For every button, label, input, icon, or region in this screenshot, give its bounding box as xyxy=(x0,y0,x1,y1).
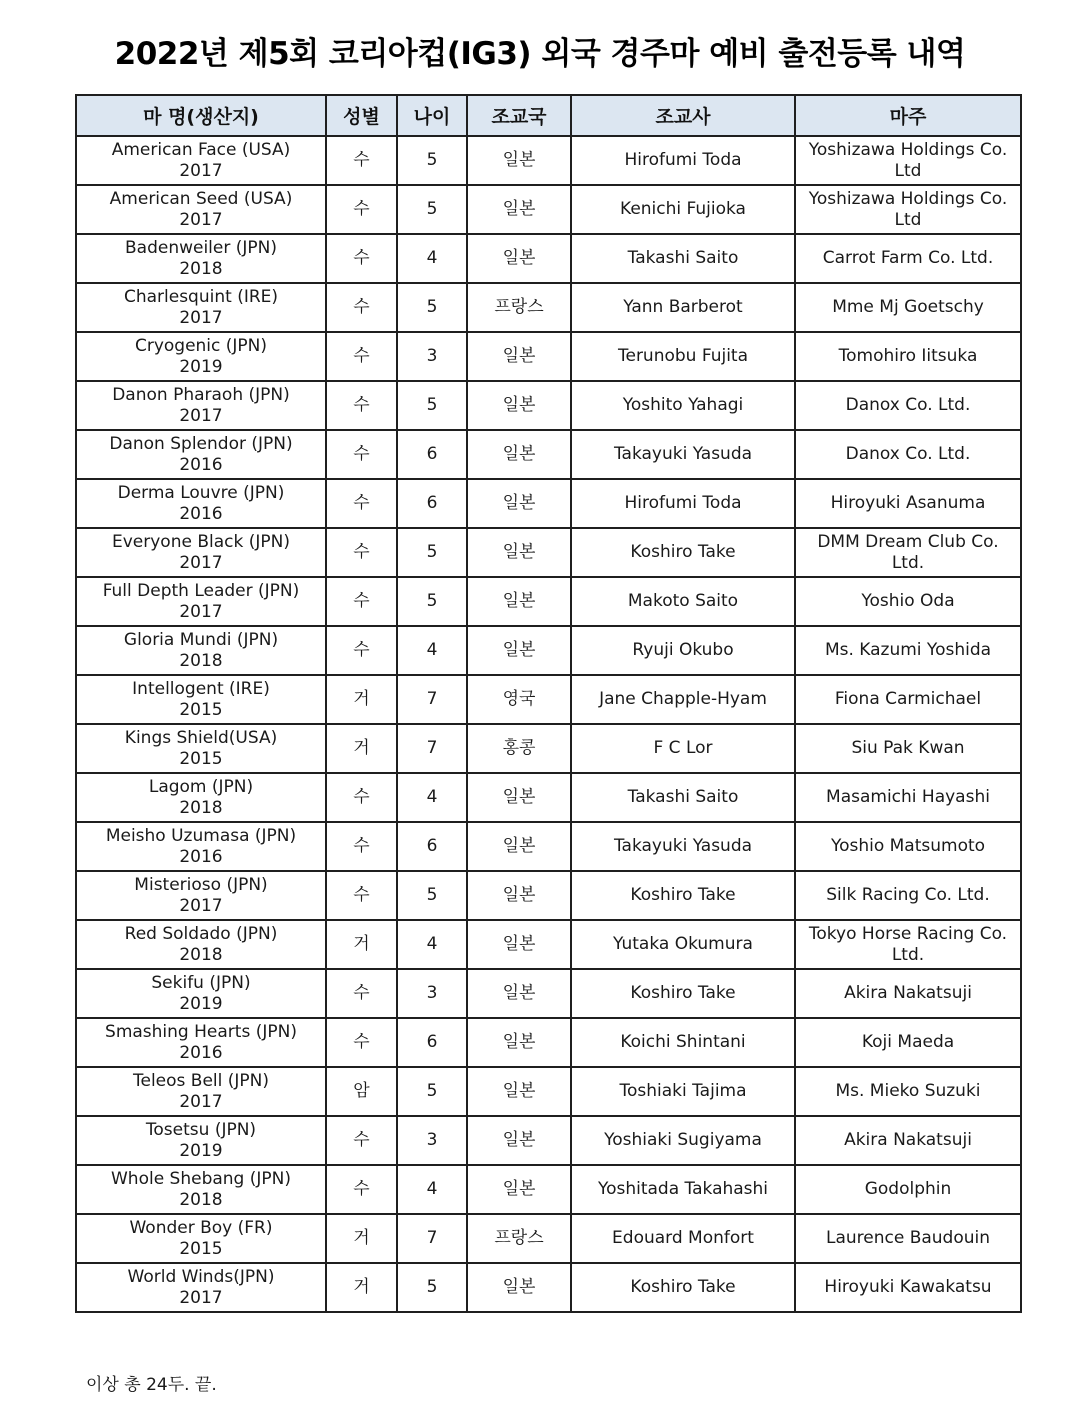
cell-sex: 암 xyxy=(326,1067,397,1116)
cell-trainer: Kenichi Fujioka xyxy=(571,185,795,234)
cell-horse-name xyxy=(76,871,326,920)
cell-owner xyxy=(795,479,1021,528)
cell-training-country: 프랑스 xyxy=(467,283,571,332)
cell-training-country: 일본 xyxy=(467,1018,571,1067)
horse-name: World Winds(JPN) xyxy=(127,1266,275,1287)
cell-age: 5 xyxy=(397,871,467,920)
cell-sex: 수 xyxy=(326,136,397,185)
cell-training-country: 일본 xyxy=(467,479,571,528)
cell-owner xyxy=(795,1067,1021,1116)
cell-owner xyxy=(795,430,1021,479)
cell-horse-name xyxy=(76,332,326,381)
table-row xyxy=(76,430,1021,479)
horse-name: American Seed (USA) xyxy=(109,188,293,209)
horse-name: Misterioso (JPN) xyxy=(134,874,268,895)
table-row xyxy=(76,1067,1021,1116)
cell-age: 5 xyxy=(397,185,467,234)
cell-sex: 수 xyxy=(326,773,397,822)
cell-age: 3 xyxy=(397,332,467,381)
horse-name: Gloria Mundi (JPN) xyxy=(123,629,279,650)
cell-training-country: 일본 xyxy=(467,1116,571,1165)
cell-trainer: Hirofumi Toda xyxy=(571,479,795,528)
table-row xyxy=(76,234,1021,283)
cell-training-country: 일본 xyxy=(467,577,571,626)
horse-name: Smashing Hearts (JPN) xyxy=(105,1021,297,1042)
cell-training-country: 일본 xyxy=(467,626,571,675)
cell-trainer: Jane Chapple-Hyam xyxy=(571,675,795,724)
cell-age: 7 xyxy=(397,675,467,724)
cell-age: 7 xyxy=(397,1214,467,1263)
cell-owner xyxy=(795,969,1021,1018)
cell-age: 6 xyxy=(397,822,467,871)
table-row xyxy=(76,332,1021,381)
cell-horse-name xyxy=(76,283,326,332)
cell-trainer: Koshiro Take xyxy=(571,969,795,1018)
cell-owner xyxy=(795,773,1021,822)
cell-horse-name xyxy=(76,577,326,626)
birth-year: 2018 xyxy=(179,650,223,671)
cell-training-country: 일본 xyxy=(467,185,571,234)
cell-age: 6 xyxy=(397,430,467,479)
cell-horse-name xyxy=(76,1018,326,1067)
table-row xyxy=(76,136,1021,185)
cell-owner xyxy=(795,1263,1021,1312)
cell-owner xyxy=(795,136,1021,185)
cell-horse-name xyxy=(76,528,326,577)
column-header-trainer: 조교사 xyxy=(571,95,795,136)
owner-line: Ms. Mieko Suzuki xyxy=(835,1081,981,1101)
owner-line: Akira Nakatsuji xyxy=(844,1130,972,1150)
birth-year: 2017 xyxy=(179,160,223,181)
birth-year: 2016 xyxy=(179,503,223,524)
owner-line: Ltd. xyxy=(891,552,925,573)
cell-trainer: Yann Barberot xyxy=(571,283,795,332)
owner-line: Danox Co. Ltd. xyxy=(845,395,971,415)
birth-year: 2015 xyxy=(179,699,223,720)
table-body xyxy=(76,136,1021,1312)
horse-name: Everyone Black (JPN) xyxy=(112,531,290,552)
cell-horse-name xyxy=(76,626,326,675)
cell-trainer: Yoshito Yahagi xyxy=(571,381,795,430)
cell-age: 5 xyxy=(397,528,467,577)
cell-trainer: Toshiaki Tajima xyxy=(571,1067,795,1116)
cell-owner xyxy=(795,920,1021,969)
table-row xyxy=(76,822,1021,871)
document-title: 2022년 제5회 코리아컵(IG3) 외국 경주마 예비 출전등록 내역 xyxy=(114,36,966,72)
cell-trainer: Koshiro Take xyxy=(571,871,795,920)
birth-year: 2016 xyxy=(179,846,223,867)
cell-trainer: Takashi Saito xyxy=(571,234,795,283)
table-row xyxy=(76,969,1021,1018)
owner-line: Hiroyuki Asanuma xyxy=(830,493,986,513)
horse-name: Cryogenic (JPN) xyxy=(134,335,268,356)
owner-line: Yoshio Matsumoto xyxy=(830,836,986,856)
cell-trainer: Ryuji Okubo xyxy=(571,626,795,675)
table-row xyxy=(76,577,1021,626)
cell-age: 5 xyxy=(397,283,467,332)
birth-year: 2018 xyxy=(179,797,223,818)
table-row xyxy=(76,871,1021,920)
birth-year: 2017 xyxy=(179,895,223,916)
horse-name: Whole Shebang (JPN) xyxy=(110,1168,292,1189)
birth-year: 2015 xyxy=(179,1238,223,1259)
cell-owner xyxy=(795,528,1021,577)
horse-name: Lagom (JPN) xyxy=(148,776,254,797)
cell-sex: 수 xyxy=(326,1116,397,1165)
cell-sex: 거 xyxy=(326,920,397,969)
owner-line: Masamichi Hayashi xyxy=(826,787,990,807)
cell-age: 6 xyxy=(397,479,467,528)
cell-training-country: 일본 xyxy=(467,822,571,871)
registration-table xyxy=(75,94,1022,1313)
owner-line: Tokyo Horse Racing Co. xyxy=(808,923,1008,944)
owner-line: Tomohiro Iitsuka xyxy=(838,346,978,366)
cell-trainer: Makoto Saito xyxy=(571,577,795,626)
horse-name: Meisho Uzumasa (JPN) xyxy=(105,825,297,846)
column-header-sex: 성별 xyxy=(326,95,397,136)
owner-line: Siu Pak Kwan xyxy=(851,738,965,758)
cell-age: 7 xyxy=(397,724,467,773)
cell-owner xyxy=(795,1116,1021,1165)
cell-sex: 수 xyxy=(326,185,397,234)
table-row xyxy=(76,626,1021,675)
cell-trainer: Yoshitada Takahashi xyxy=(571,1165,795,1214)
birth-year: 2017 xyxy=(179,405,223,426)
owner-line: Ms. Kazumi Yoshida xyxy=(824,640,992,660)
cell-training-country: 프랑스 xyxy=(467,1214,571,1263)
cell-training-country: 일본 xyxy=(467,234,571,283)
cell-training-country: 일본 xyxy=(467,773,571,822)
cell-owner xyxy=(795,381,1021,430)
cell-owner xyxy=(795,283,1021,332)
table-row xyxy=(76,1214,1021,1263)
horse-name: American Face (USA) xyxy=(111,139,291,160)
owner-line: Fiona Carmichael xyxy=(834,689,982,709)
cell-horse-name xyxy=(76,185,326,234)
cell-horse-name xyxy=(76,1263,326,1312)
cell-age: 4 xyxy=(397,773,467,822)
cell-trainer: Edouard Monfort xyxy=(571,1214,795,1263)
cell-owner xyxy=(795,724,1021,773)
birth-year: 2017 xyxy=(179,307,223,328)
column-header-horse-name: 마 명(생산지) xyxy=(76,95,326,136)
owner-line: Hiroyuki Kawakatsu xyxy=(824,1277,992,1297)
cell-age: 6 xyxy=(397,1018,467,1067)
cell-training-country: 영국 xyxy=(467,675,571,724)
cell-horse-name xyxy=(76,1067,326,1116)
cell-trainer: Hirofumi Toda xyxy=(571,136,795,185)
cell-age: 4 xyxy=(397,626,467,675)
cell-sex: 거 xyxy=(326,724,397,773)
cell-trainer: Yoshiaki Sugiyama xyxy=(571,1116,795,1165)
table-row xyxy=(76,773,1021,822)
cell-owner xyxy=(795,675,1021,724)
column-header-age: 나이 xyxy=(397,95,467,136)
cell-age: 5 xyxy=(397,577,467,626)
horse-name: Kings Shield(USA) xyxy=(124,727,278,748)
cell-owner xyxy=(795,1165,1021,1214)
owner-line: Carrot Farm Co. Ltd. xyxy=(822,248,994,268)
birth-year: 2017 xyxy=(179,209,223,230)
owner-line: Silk Racing Co. Ltd. xyxy=(826,885,990,905)
cell-horse-name xyxy=(76,773,326,822)
cell-sex: 수 xyxy=(326,234,397,283)
cell-training-country: 일본 xyxy=(467,920,571,969)
birth-year: 2015 xyxy=(179,748,223,769)
cell-owner xyxy=(795,332,1021,381)
birth-year: 2019 xyxy=(179,1140,223,1161)
owner-line: Koji Maeda xyxy=(861,1032,955,1052)
column-header-training-country: 조교국 xyxy=(467,95,571,136)
birth-year: 2017 xyxy=(179,552,223,573)
cell-owner xyxy=(795,871,1021,920)
cell-sex: 수 xyxy=(326,577,397,626)
birth-year: 2018 xyxy=(179,1189,223,1210)
cell-owner xyxy=(795,822,1021,871)
horse-name: Danon Splendor (JPN) xyxy=(109,433,293,454)
cell-sex: 수 xyxy=(326,479,397,528)
cell-sex: 수 xyxy=(326,430,397,479)
cell-trainer: Koshiro Take xyxy=(571,1263,795,1312)
birth-year: 2016 xyxy=(179,1042,223,1063)
cell-age: 5 xyxy=(397,1263,467,1312)
table-row xyxy=(76,185,1021,234)
cell-owner xyxy=(795,234,1021,283)
horse-name: Intellogent (IRE) xyxy=(132,678,270,699)
horse-name: Teleos Bell (JPN) xyxy=(132,1070,270,1091)
cell-horse-name xyxy=(76,234,326,283)
horse-name: Full Depth Leader (JPN) xyxy=(102,580,300,601)
cell-horse-name xyxy=(76,1214,326,1263)
cell-age: 3 xyxy=(397,1116,467,1165)
cell-horse-name xyxy=(76,822,326,871)
cell-training-country: 일본 xyxy=(467,528,571,577)
cell-owner xyxy=(795,185,1021,234)
cell-age: 4 xyxy=(397,1165,467,1214)
horse-name: Derma Louvre (JPN) xyxy=(117,482,285,503)
table-row xyxy=(76,1116,1021,1165)
cell-training-country: 일본 xyxy=(467,332,571,381)
cell-age: 5 xyxy=(397,381,467,430)
cell-sex: 수 xyxy=(326,283,397,332)
owner-line: DMM Dream Club Co. xyxy=(817,531,999,552)
owner-line: Yoshio Oda xyxy=(861,591,955,611)
cell-age: 3 xyxy=(397,969,467,1018)
cell-training-country: 홍콩 xyxy=(467,724,571,773)
cell-horse-name xyxy=(76,724,326,773)
cell-training-country: 일본 xyxy=(467,381,571,430)
owner-line: Danox Co. Ltd. xyxy=(845,444,971,464)
owner-line: Yoshizawa Holdings Co. xyxy=(808,188,1008,209)
cell-age: 5 xyxy=(397,1067,467,1116)
cell-training-country: 일본 xyxy=(467,430,571,479)
cell-horse-name xyxy=(76,381,326,430)
cell-sex: 거 xyxy=(326,675,397,724)
horse-name: Wonder Boy (FR) xyxy=(129,1217,273,1238)
cell-trainer: Takayuki Yasuda xyxy=(571,430,795,479)
cell-sex: 수 xyxy=(326,969,397,1018)
owner-line: Godolphin xyxy=(864,1179,952,1199)
cell-training-country: 일본 xyxy=(467,136,571,185)
cell-horse-name xyxy=(76,430,326,479)
cell-sex: 수 xyxy=(326,1018,397,1067)
cell-sex: 수 xyxy=(326,528,397,577)
cell-age: 4 xyxy=(397,234,467,283)
horse-name: Danon Pharaoh (JPN) xyxy=(112,384,290,405)
cell-training-country: 일본 xyxy=(467,1067,571,1116)
table-row xyxy=(76,528,1021,577)
cell-trainer: Koshiro Take xyxy=(571,528,795,577)
owner-line: Ltd xyxy=(894,160,922,181)
birth-year: 2017 xyxy=(179,1287,223,1308)
cell-horse-name xyxy=(76,136,326,185)
cell-owner xyxy=(795,626,1021,675)
cell-sex: 거 xyxy=(326,1263,397,1312)
cell-horse-name xyxy=(76,479,326,528)
birth-year: 2019 xyxy=(179,993,223,1014)
table-row xyxy=(76,1263,1021,1312)
cell-horse-name xyxy=(76,1165,326,1214)
cell-trainer: Takayuki Yasuda xyxy=(571,822,795,871)
cell-owner xyxy=(795,577,1021,626)
cell-training-country: 일본 xyxy=(467,871,571,920)
cell-sex: 거 xyxy=(326,1214,397,1263)
horse-name: Badenweiler (JPN) xyxy=(124,237,277,258)
owner-line: Laurence Baudouin xyxy=(825,1228,991,1248)
birth-year: 2016 xyxy=(179,454,223,475)
birth-year: 2017 xyxy=(179,1091,223,1112)
cell-horse-name xyxy=(76,920,326,969)
cell-sex: 수 xyxy=(326,1165,397,1214)
table-row xyxy=(76,1018,1021,1067)
table-row xyxy=(76,381,1021,430)
footnote: 이상 총 24두. 끝. xyxy=(86,1375,217,1395)
table-row xyxy=(76,479,1021,528)
birth-year: 2017 xyxy=(179,601,223,622)
horse-name: Sekifu (JPN) xyxy=(151,972,251,993)
table-row xyxy=(76,724,1021,773)
cell-trainer: Koichi Shintani xyxy=(571,1018,795,1067)
cell-trainer: Takashi Saito xyxy=(571,773,795,822)
cell-training-country: 일본 xyxy=(467,1165,571,1214)
horse-name: Charlesquint (IRE) xyxy=(123,286,279,307)
cell-horse-name xyxy=(76,969,326,1018)
birth-year: 2019 xyxy=(179,356,223,377)
cell-training-country: 일본 xyxy=(467,1263,571,1312)
owner-line: Akira Nakatsuji xyxy=(844,983,972,1003)
cell-horse-name xyxy=(76,1116,326,1165)
cell-age: 5 xyxy=(397,136,467,185)
owner-line: Ltd. xyxy=(891,944,925,965)
cell-trainer: Terunobu Fujita xyxy=(571,332,795,381)
birth-year: 2018 xyxy=(179,944,223,965)
column-header-owner: 마주 xyxy=(795,95,1021,136)
cell-sex: 수 xyxy=(326,332,397,381)
cell-sex: 수 xyxy=(326,626,397,675)
owner-line: Ltd xyxy=(894,209,922,230)
horse-name: Red Soldado (JPN) xyxy=(124,923,278,944)
birth-year: 2018 xyxy=(179,258,223,279)
cell-trainer: F C Lor xyxy=(571,724,795,773)
table-row xyxy=(76,920,1021,969)
table-row xyxy=(76,1165,1021,1214)
horse-name: Tosetsu (JPN) xyxy=(145,1119,257,1140)
table-row xyxy=(76,283,1021,332)
cell-owner xyxy=(795,1018,1021,1067)
cell-horse-name xyxy=(76,675,326,724)
cell-sex: 수 xyxy=(326,822,397,871)
cell-sex: 수 xyxy=(326,871,397,920)
owner-line: Mme Mj Goetschy xyxy=(832,297,984,317)
cell-training-country: 일본 xyxy=(467,969,571,1018)
cell-sex: 수 xyxy=(326,381,397,430)
table-row xyxy=(76,675,1021,724)
owner-line: Yoshizawa Holdings Co. xyxy=(808,139,1008,160)
cell-age: 4 xyxy=(397,920,467,969)
table-header-row xyxy=(76,95,1021,136)
cell-trainer: Yutaka Okumura xyxy=(571,920,795,969)
cell-owner xyxy=(795,1214,1021,1263)
